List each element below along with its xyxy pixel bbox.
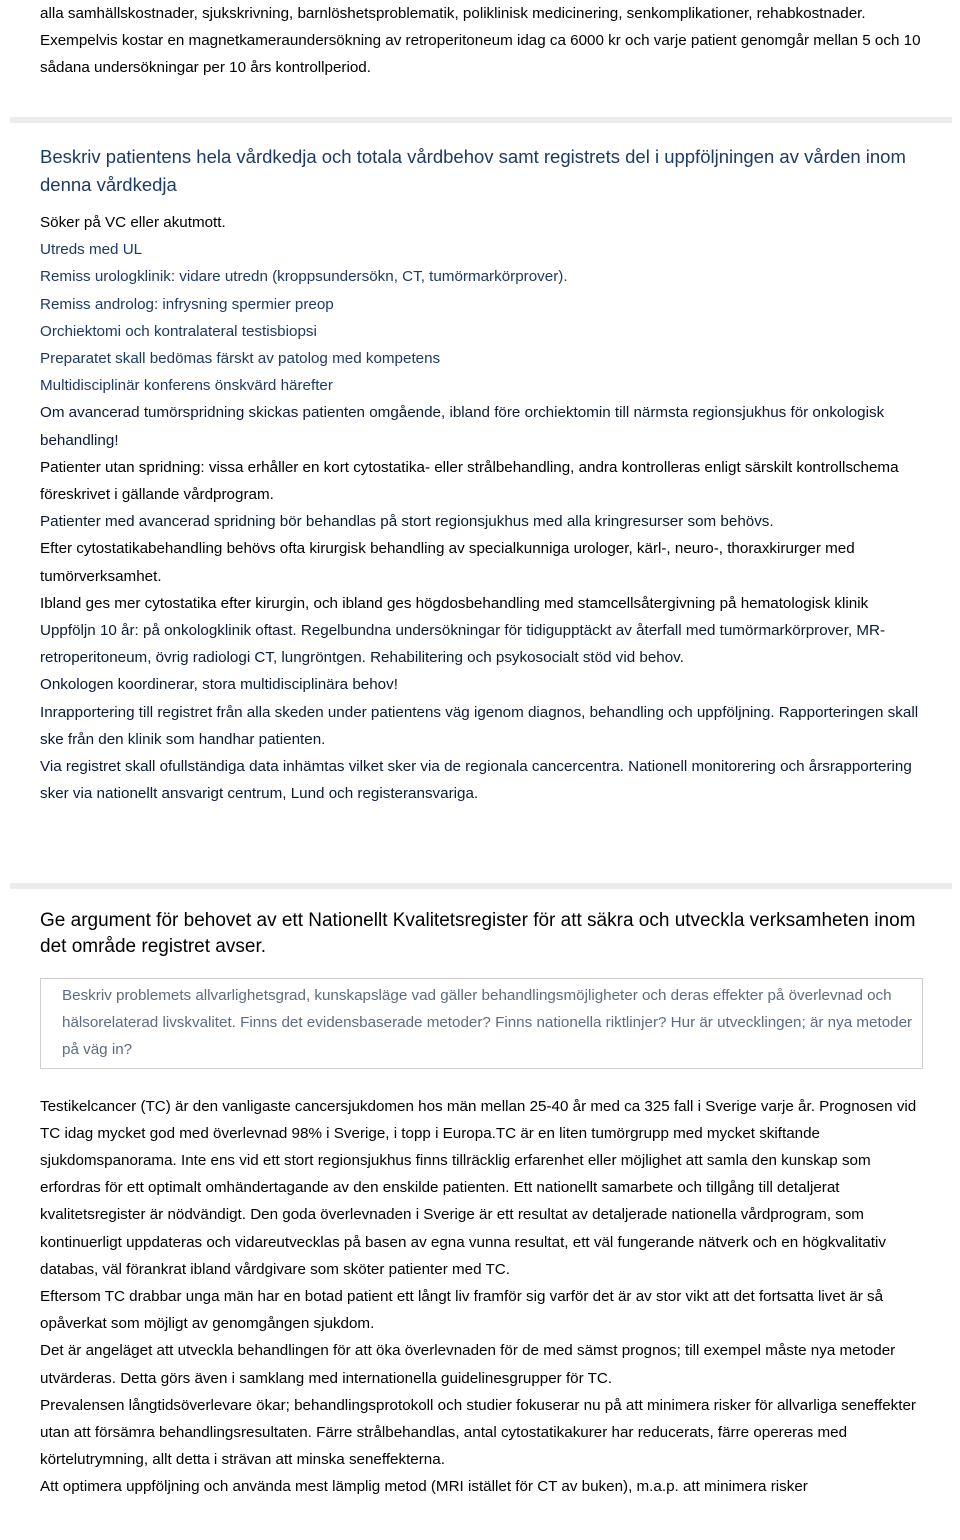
paragraph: Preparatet skall bedömas färskt av patolog med kompetens <box>40 350 441 368</box>
paragraph: Via registret skall ofullständiga data inhämtas vilket sker via de regionala cancercentra. Nationell monitorering och årsrapportering sker via nationellt ansvarigt centrum, Lund och registeransvariga. <box>40 758 912 803</box>
paragraph: Utreds med UL <box>40 241 143 259</box>
paragraph: Testikelcancer (TC) är den vanligaste cancersjukdomen hos män mellan 25-40 år med ca 325 fall i Sverige varje år. Prognosen vid TC idag mycket god med överlevnad 98% i Sverige, i topp i Europa.TC är en liten tumörgrupp med mycket skiftande sjukdomspanorama. Inte ens vid ett stort regionsjukhus finns tillräcklig erfarenhet eller möjlighet att samla den kunskap som erfordras för ett optimalt omhändertagande av den enskilde patienten. Ett nationellt samarbete och tillgång till detaljerat kvalitetsregister är nödvändigt. Den goda överlevnaden i Sverige är ett resultat av detaljerade nationella vårdprogram, som kontinuerligt uppdateras och vidareutvecklas på basen av egna vunna resultat, ett väl fungerande nätverk och en högkvalitativ databas, väl förankrat ibland vårdgivare som sköter patienter med TC. <box>40 1097 917 1278</box>
paragraph: Inrapportering till registret från alla skeden under patientens väg igenom diagnos, behandling och uppföljning. Rapporteringen skall ske från den klinik som handhar patienten. <box>40 703 919 748</box>
intro-text: alla samhällskostnader, sjukskrivning, barnlöshetsproblematik, poliklinisk medicinering, senkomplikationer, rehabkostnader. Exempelvis kostar en magnetkameraundersökning av retroperitoneum idag ca 6000 kr och varje patient genomgår mellan 5 och 10 sådana undersökningar per 10 års kontrollperiod. <box>40 5 921 76</box>
paragraph: Remiss androlog: infrysning spermier preop <box>40 295 334 313</box>
paragraph: Efter cytostatikabehandling behövs ofta kirurgisk behandling av specialkunniga urologer, kärl-, neuro-, thoraxkirurger med tumörverksamhet. <box>40 540 855 585</box>
section-2-title: Ge argument för behovet av ett Nationellt Kvalitetsregister för att säkra och utveckla verksamheten inom det område registret avser. <box>40 910 916 957</box>
paragraph: Om avancerad tumörspridning skickas patienten omgående, ibland före orchiektomin till närmsta regionsjukhus för onkologisk behandling! <box>40 404 885 449</box>
section-care-chain <box>10 117 952 807</box>
intro-paragraph <box>40 0 930 81</box>
section-register-argument <box>10 883 952 1501</box>
paragraph: Multidisciplinär konferens önskvärd härefter <box>40 377 333 395</box>
paragraph: Onkologen koordinerar, stora multidisciplinära behov! <box>40 676 398 694</box>
paragraph: Eftersom TC drabbar unga män har en botad patient ett långt liv framför sig varför det är av stor vikt att det fortsatta livet är så opåverkat som möjligt av genomgången sjukdom. <box>40 1288 884 1333</box>
section-1-title: Beskriv patientens hela vårdkedja och totala vårdbehov samt registrets del i uppföljningen av vården inom denna vårdkedja <box>40 146 906 195</box>
paragraph: Remiss urologklinik: vidare utredn (kroppsundersökn, CT, tumörmarkörprover). <box>40 268 568 286</box>
question-hint-box <box>40 978 923 1069</box>
paragraph: Ibland ges mer cytostatika efter kirurgin, och ibland ges högdosbehandling med stamcellsåtergivning på hematologisk klinik <box>40 594 869 612</box>
section-2-body <box>40 1093 926 1501</box>
paragraph: Uppföljn 10 år: på onkologklinik oftast. Regelbundna undersökningar för tidigupptäckt av återfall med tumörmarkörprover, MR-retroperitoneum, övrig radiologi CT, lungröntgen. Rehabilitering och psykosocialt stöd vid behov. <box>40 622 886 667</box>
section-1-body <box>40 209 926 807</box>
hint-text: Beskriv problemets allvarlighetsgrad, kunskapsläge vad gäller behandlingsmöjligheter och deras effekter på överlevnad och hälsorelaterad livskvalitet. Finns det evidensbaserade metoder? Finns nationella riktlinjer? Hur är utvecklingen; är nya metoder på väg in? <box>62 987 913 1059</box>
paragraph: Söker på VC eller akutmott. <box>40 214 226 231</box>
paragraph: Prevalensen långtidsöverlevare ökar; behandlingsprotokoll och studier fokuserar nu på att minimera risker för allvarliga seneffekter utan att försämra behandlingsresultaten. Färre strålbehandlas, antal cytostatikakurer har reducerats, färre opereras med körtelutrymning, allt detta i strävan att minska seneffekterna. <box>40 1396 916 1469</box>
paragraph: Patienter utan spridning: vissa erhåller en kort cytostatika- eller strålbehandling, andra kontrolleras enligt särskilt kontrollschema föreskrivet i gällande vårdprogram. <box>40 458 899 504</box>
paragraph: Det är angeläget att utveckla behandlingen för att öka överlevnaden för de med sämst prognos; till exempel måste nya metoder utvärderas. Detta görs även i samklang med internationella guidelinesgrupper för TC. <box>40 1342 896 1387</box>
paragraph: Patienter med avancerad spridning bör behandlas på stort regionsjukhus med alla kringresurser som behövs. <box>40 513 774 531</box>
paragraph: Orchiektomi och kontralateral testisbiopsi <box>40 322 317 340</box>
paragraph: Att optimera uppföljning och använda mest lämplig metod (MRI istället för CT av buken), m.a.p. att minimera risker <box>40 1478 808 1496</box>
